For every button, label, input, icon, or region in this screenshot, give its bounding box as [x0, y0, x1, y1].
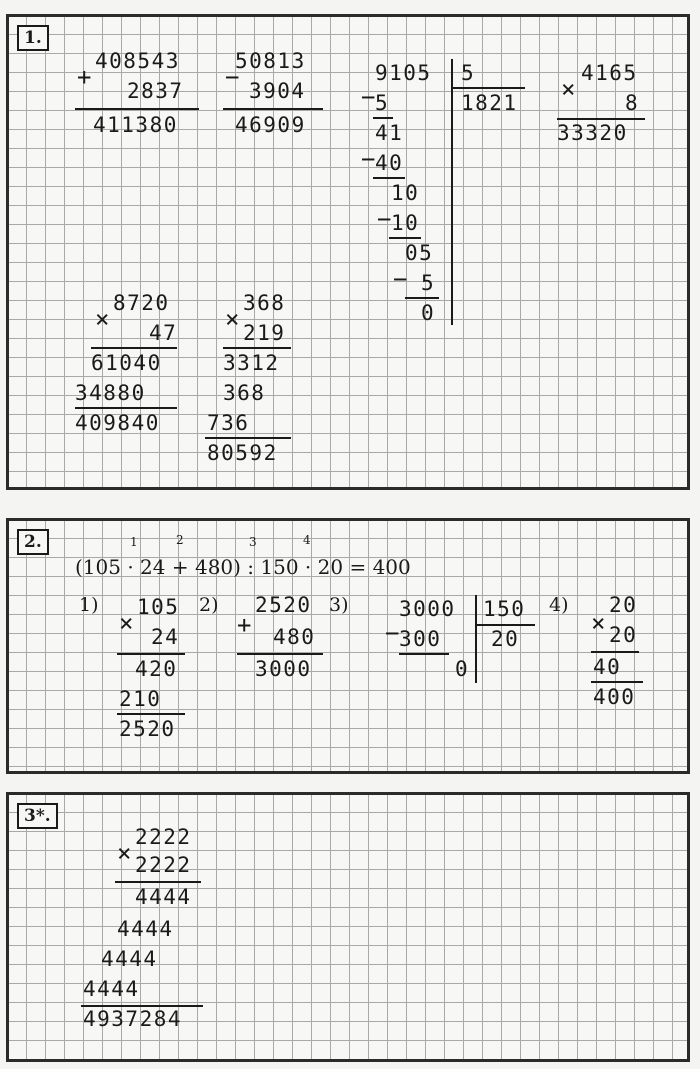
product-line [75, 407, 177, 409]
task-1-panel [6, 14, 690, 490]
sum-result: 3000 [255, 657, 312, 681]
addend-2: 480 [273, 625, 316, 649]
minus-sign: − [393, 265, 408, 293]
difference-line [223, 108, 323, 110]
product-line [591, 651, 639, 653]
minuend: 50813 [235, 49, 306, 73]
division-step: 41 [375, 121, 404, 145]
multiplier: 8 [625, 91, 640, 115]
step-line [373, 177, 405, 179]
order-mark: 4 [303, 533, 311, 547]
multiplier: 20 [609, 623, 638, 647]
plus-sign: + [237, 611, 252, 639]
expression: (105 · 24 + 480) : 150 · 20 = 400 [75, 555, 411, 579]
times-sign: × [591, 609, 606, 637]
partial-product: 34880 [75, 381, 146, 405]
product-line [205, 437, 291, 439]
partial-product: 368 [223, 381, 266, 405]
product-line [591, 681, 643, 683]
plus-sign: + [77, 63, 92, 91]
division-step: 10 [391, 211, 420, 235]
multiplicand: 368 [243, 291, 286, 315]
multiplier: 2222 [135, 853, 192, 877]
step-line [405, 297, 439, 299]
product-result: 80592 [207, 441, 278, 465]
order-mark: 1 [130, 535, 138, 549]
dividend: 3000 [399, 597, 456, 621]
times-sign: × [119, 609, 134, 637]
times-sign: × [95, 305, 110, 333]
division-step: 05 [405, 241, 434, 265]
product-line [223, 347, 291, 349]
partial-product: 4444 [117, 917, 174, 941]
partial-product: 4444 [83, 977, 140, 1001]
product-line [557, 118, 645, 120]
minus-sign: − [361, 145, 376, 173]
minus-sign: − [377, 205, 392, 233]
multiplicand: 8720 [113, 291, 170, 315]
quotient-line [475, 624, 535, 626]
times-sign: × [225, 305, 240, 333]
partial-product: 736 [207, 411, 250, 435]
division-bar [475, 595, 477, 683]
minus-sign: − [361, 83, 376, 111]
multiplier: 219 [243, 321, 286, 345]
multiplicand: 105 [137, 595, 180, 619]
product-result: 409840 [75, 411, 160, 435]
product-line [117, 653, 185, 655]
times-sign: × [561, 75, 576, 103]
division-remainder: 0 [455, 657, 470, 681]
task-1-label: 1. [17, 25, 49, 51]
sum-line [237, 653, 323, 655]
quotient: 1821 [461, 91, 518, 115]
step-label: 2) [199, 594, 219, 616]
partial-product: 4444 [135, 885, 192, 909]
multiplicand: 20 [609, 593, 638, 617]
partial-product: 4444 [101, 947, 158, 971]
division-step: 10 [391, 181, 420, 205]
partial-product: 420 [135, 657, 178, 681]
order-mark: 2 [176, 533, 184, 547]
division-remainder: 0 [421, 301, 436, 325]
product-result: 4937284 [83, 1007, 183, 1031]
multiplicand: 4165 [581, 61, 638, 85]
quotient-line [451, 87, 525, 89]
multiplicand: 2222 [135, 825, 192, 849]
product-result: 33320 [557, 121, 628, 145]
task-3-label: 3*. [17, 803, 58, 829]
difference-result: 46909 [235, 113, 306, 137]
order-mark: 3 [249, 535, 257, 549]
step-label: 3) [329, 594, 349, 616]
subtrahend: 3904 [249, 79, 306, 103]
sum-result: 411380 [93, 113, 178, 137]
minus-sign: − [225, 63, 240, 91]
times-sign: × [117, 839, 132, 867]
partial-product: 40 [593, 655, 622, 679]
division-step: 5 [375, 91, 390, 115]
step-label: 4) [549, 594, 569, 616]
multiplier: 47 [149, 321, 178, 345]
product-result: 2520 [119, 717, 176, 741]
partial-product: 3312 [223, 351, 280, 375]
product-line [91, 347, 177, 349]
multiplier: 24 [151, 625, 180, 649]
step-line [373, 117, 393, 119]
dividend: 9105 [375, 61, 432, 85]
step-label: 1) [79, 594, 99, 616]
addend-2: 2837 [127, 79, 184, 103]
task-2-panel [6, 518, 690, 774]
product-line [115, 881, 201, 883]
quotient: 20 [491, 627, 520, 651]
task-3-panel [6, 792, 690, 1062]
task-2-label: 2. [17, 529, 49, 555]
partial-product: 210 [119, 687, 162, 711]
division-step: 5 [421, 271, 436, 295]
step-line [389, 237, 421, 239]
sum-line [75, 108, 199, 110]
partial-product: 61040 [91, 351, 162, 375]
divisor: 150 [483, 597, 526, 621]
division-bar [451, 59, 453, 325]
product-line [117, 713, 185, 715]
product-result: 400 [593, 685, 636, 709]
division-step: 300 [399, 627, 442, 651]
divisor: 5 [461, 61, 476, 85]
division-step: 40 [375, 151, 404, 175]
minus-sign: − [385, 619, 400, 647]
addend-1: 408543 [95, 49, 180, 73]
step-line [399, 653, 449, 655]
addend-1: 2520 [255, 593, 312, 617]
